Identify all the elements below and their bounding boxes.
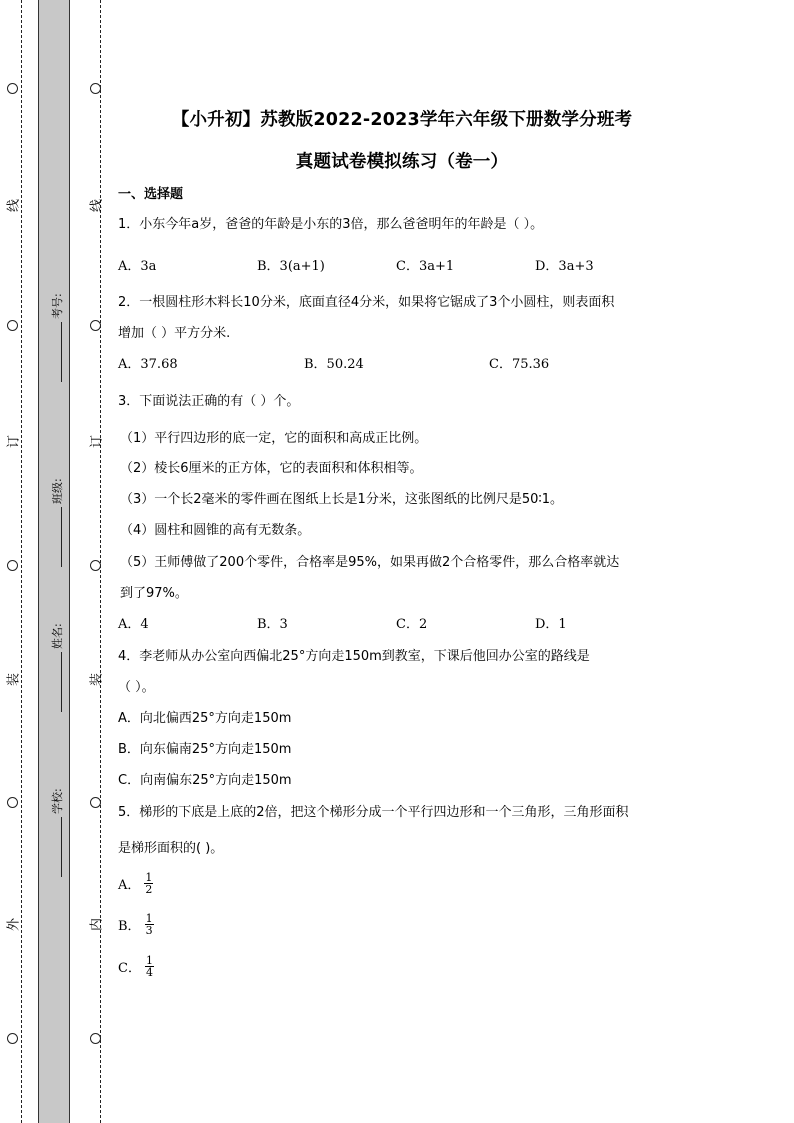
binding-hole (90, 83, 101, 94)
field-label: 班级: (51, 478, 64, 504)
q3-statement: （4）圆柱和圆锥的高有无数条。 (120, 523, 311, 538)
q3-option-a[interactable]: A．4 (118, 617, 149, 632)
q5-option-c[interactable] (118, 955, 154, 978)
fraction-numerator: 1 (145, 871, 153, 884)
q1-option-c[interactable]: C．3a+1 (396, 259, 455, 274)
question-3-stem: 3．下面说法正确的有（ ）个。 (118, 394, 300, 409)
question-1-stem: 1．小东今年a岁，爸爸的年龄是小东的3倍，那么爸爸明年的年龄是（ ）。 (118, 217, 544, 232)
question-4-stem: 4．李老师从办公室向西偏北25°方向走150m到教室，下课后他回办公室的路线是 (118, 649, 590, 664)
option-label: C． (118, 961, 141, 976)
margin-outer-char: 订 (6, 435, 22, 449)
binding-hole (90, 560, 101, 571)
fraction (144, 872, 153, 895)
question-2-stem: 2．一根圆柱形木料长10分米，底面直径4分米，如果将它锯成了3个小圆柱，则表面积 (118, 295, 615, 310)
q2-option-c[interactable]: C．75.36 (489, 357, 550, 372)
binding-hole (90, 320, 101, 331)
margin-outer-char: 线 (6, 199, 22, 213)
question-2-stem-cont: 增加（ ）平方分米. (118, 326, 231, 341)
fraction (145, 913, 154, 936)
binding-hole (7, 83, 18, 94)
binding-hole (7, 560, 18, 571)
q2-option-b[interactable]: B．50.24 (304, 357, 364, 372)
margin-inner-char: 线 (89, 199, 105, 213)
q1-option-d[interactable]: D．3a+3 (535, 259, 594, 274)
q2-option-a[interactable]: A．37.68 (118, 357, 178, 372)
q4-option-a[interactable]: A．向北偏西25°方向走150m (118, 711, 292, 726)
q3-statement: （3）一个长2毫米的零件画在图纸上长是1分米，这张图纸的比例尺是50∶1。 (120, 492, 564, 507)
page-subtitle: 真题试卷模拟练习（卷一） (295, 152, 509, 172)
q3-option-d[interactable]: D．1 (535, 617, 567, 632)
q1-option-b[interactable]: B．3(a+1) (257, 259, 325, 274)
fraction-denominator: 3 (145, 924, 153, 937)
q3-statement: （1）平行四边形的底一定，它的面积和高成正比例。 (120, 431, 428, 446)
outer-dashed-line (21, 0, 22, 1123)
margin-outer-char: 外 (6, 918, 22, 932)
q3-option-b[interactable]: B．3 (257, 617, 288, 632)
margin-inner-char: 订 (89, 435, 105, 449)
question-5-stem: 5．梯形的下底是上底的2倍，把这个梯形分成一个平行四边形和一个三角形，三角形面积 (118, 805, 629, 820)
fraction (145, 955, 154, 978)
binding-hole (90, 797, 101, 808)
q4-option-b[interactable]: B．向东偏南25°方向走150m (118, 742, 292, 757)
fraction-denominator: 4 (145, 966, 153, 979)
q5-option-b[interactable] (118, 913, 154, 936)
q4-option-c[interactable]: C．向南偏东25°方向走150m (118, 773, 292, 788)
option-label: B． (118, 919, 141, 934)
page-title: 【小升初】苏教版2022-2023学年六年级下册数学分班考 (171, 110, 633, 130)
fraction-numerator: 1 (145, 912, 153, 925)
field-label: 考号: (51, 293, 64, 319)
q3-statement: （2）棱长6厘米的正方体，它的表面积和体积相等。 (120, 461, 423, 476)
q3-option-c[interactable]: C．2 (396, 617, 428, 632)
q3-statement-cont: 到了97%。 (120, 586, 188, 601)
q5-option-a[interactable] (118, 872, 153, 895)
option-label: A． (118, 878, 141, 893)
section-heading: 一、选择题 (118, 187, 184, 202)
question-5-stem-cont: 是梯形面积的( )。 (118, 841, 224, 856)
margin-inner-char: 内 (89, 918, 105, 932)
margin-outer-char: 装 (6, 673, 22, 687)
binding-hole (7, 1033, 18, 1044)
fraction-denominator: 2 (145, 883, 153, 896)
q3-statement: （5）王师傅做了200个零件，合格率是95%，如果再做2个合格零件，那么合格率就达 (120, 555, 620, 570)
fraction-numerator: 1 (145, 954, 153, 967)
question-4-stem-cont: （ ）。 (118, 680, 155, 695)
margin-inner-char: 装 (89, 673, 105, 687)
binding-hole (90, 1033, 101, 1044)
field-label: 学校: (51, 788, 64, 814)
inner-dashed-line (100, 0, 101, 1123)
binding-hole (7, 320, 18, 331)
field-label: 姓名: (51, 623, 64, 649)
binding-hole (7, 797, 18, 808)
q1-option-a[interactable]: A．3a (118, 259, 157, 274)
